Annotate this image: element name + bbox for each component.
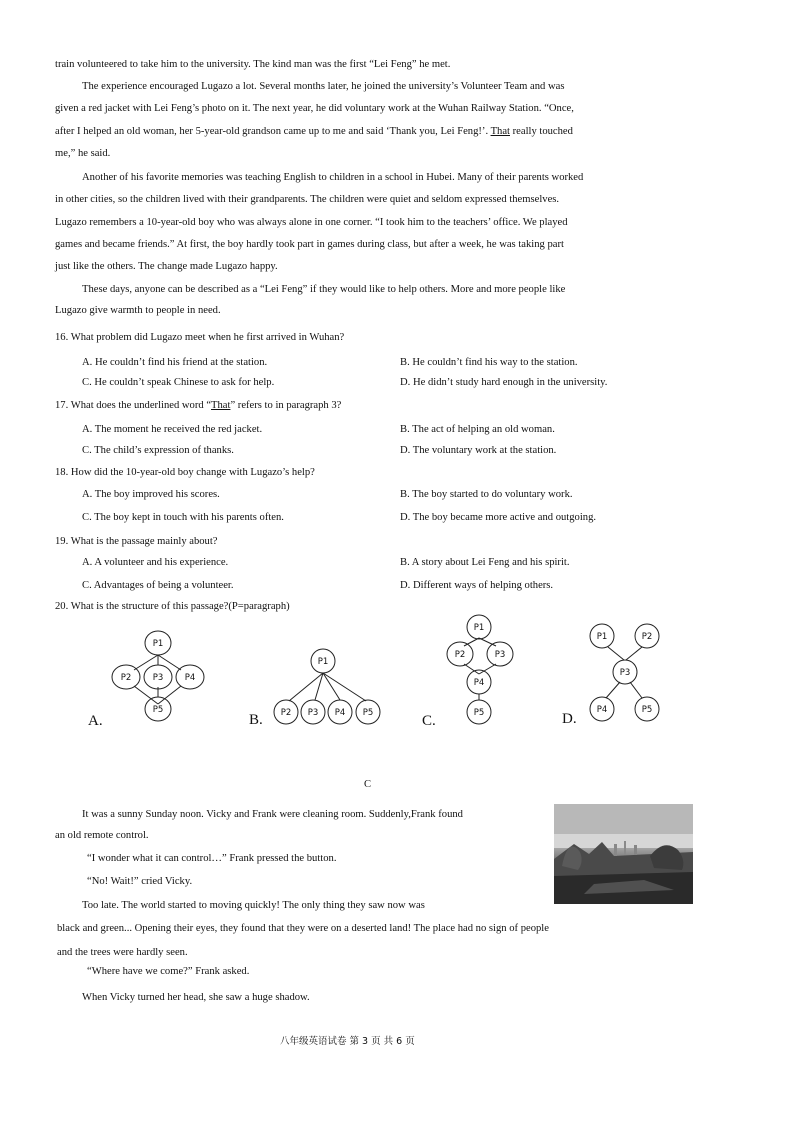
- diagram-c-node: P2: [454, 650, 466, 660]
- passage-text: really touched: [509, 126, 573, 137]
- passage-line: Lugazo remembers a 10-year-old boy who was always alone in one corner. “I took him to the teachers’ office. We played: [55, 217, 568, 228]
- q17-underlined-that: That: [211, 400, 231, 411]
- diagram-b-node: P2: [280, 708, 292, 718]
- q17-stem-text: ” refers to in paragraph 3?: [230, 400, 342, 411]
- diagram-b-node: P3: [307, 708, 319, 718]
- q19-option-c[interactable]: C. Advantages of being a volunteer.: [82, 580, 234, 591]
- passage-line: [55, 125, 573, 139]
- q20-option-a[interactable]: A.: [88, 713, 103, 729]
- q20-option-d[interactable]: D.: [562, 711, 577, 727]
- passage-line: These days, anyone can be described as a “Lei Feng” if they would like to help others. More and more people like: [82, 284, 566, 295]
- story-line: black and green... Opening their eyes, they found that they were on a deserted land! The place had no sign of people: [57, 923, 549, 934]
- q17-option-d[interactable]: D. The voluntary work at the station.: [400, 445, 557, 456]
- story-line: an old remote control.: [55, 830, 149, 841]
- passage-line: Lugazo give warmth to people in need.: [55, 305, 221, 316]
- section-c-heading: C: [364, 779, 372, 790]
- q20-option-b[interactable]: B.: [249, 712, 263, 728]
- underlined-word-that: That: [490, 126, 510, 137]
- story-line: “No! Wait!” cried Vicky.: [87, 876, 193, 887]
- diagram-a-node: P4: [184, 673, 196, 683]
- q20-option-c[interactable]: C.: [422, 713, 436, 729]
- diagram-c-node: P1: [473, 623, 485, 633]
- passage-line: me,” he said.: [55, 148, 111, 159]
- passage-line: The experience encouraged Lugazo a lot. Several months later, he joined the university’s Volunteer Team and was: [82, 81, 565, 92]
- diagram-d-node: P3: [619, 668, 631, 678]
- diagram-b-node: P5: [362, 708, 374, 718]
- q17-stem-text: 17. What does the underlined word “: [55, 400, 212, 411]
- diagram-d-node: P4: [596, 705, 608, 715]
- story-line: Too late. The world started to moving quickly! The only thing they saw now was: [82, 900, 425, 911]
- q16-option-a[interactable]: A. He couldn’t find his friend at the station.: [82, 357, 268, 368]
- q16-option-b[interactable]: B. He couldn’t find his way to the station.: [400, 357, 578, 368]
- question-16-stem: 16. What problem did Lugazo meet when he first arrived in Wuhan?: [55, 332, 345, 343]
- q19-option-d[interactable]: D. Different ways of helping others.: [400, 580, 554, 591]
- diagram-c-node: P5: [473, 708, 485, 718]
- diagram-b-node: P1: [317, 657, 329, 667]
- question-18-stem: 18. How did the 10-year-old boy change with Lugazo’s help?: [55, 467, 315, 478]
- passage-line: given a red jacket with Lei Feng’s photo on it. The next year, he did voluntary work at the Wuhan Railway Station. “Once,: [55, 103, 574, 114]
- diagram-d-node: P1: [596, 632, 608, 642]
- q17-option-a[interactable]: A. The moment he received the red jacket.: [82, 424, 263, 435]
- diagram-c-node: P3: [494, 650, 506, 660]
- story-line: “Where have we come?” Frank asked.: [87, 966, 250, 977]
- deserted-land-image: [554, 804, 693, 904]
- diagram-d-node: P2: [641, 632, 653, 642]
- story-illustration: [554, 804, 693, 904]
- question-20-stem: 20. What is the structure of this passage?(P=paragraph): [55, 601, 290, 612]
- q19-option-a[interactable]: A. A volunteer and his experience.: [82, 557, 229, 568]
- page-footer: 八年级英语试卷 第 3 页 共 6 页: [280, 1036, 415, 1047]
- story-line: “I wonder what it can control…” Frank pressed the button.: [87, 853, 337, 864]
- question-19-stem: 19. What is the passage mainly about?: [55, 536, 218, 547]
- q16-option-c[interactable]: C. He couldn’t speak Chinese to ask for help.: [82, 377, 275, 388]
- diagram-d-node: P5: [641, 705, 653, 715]
- q18-option-a[interactable]: A. The boy improved his scores.: [82, 489, 220, 500]
- story-line: When Vicky turned her head, she saw a huge shadow.: [82, 992, 310, 1003]
- q17-option-b[interactable]: B. The act of helping an old woman.: [400, 424, 555, 435]
- question-17-stem: [55, 399, 341, 413]
- q18-option-c[interactable]: C. The boy kept in touch with his parents often.: [82, 512, 284, 523]
- passage-line: in other cities, so the children lived with their grandparents. The children were quiet and seldom expressed themselves.: [55, 194, 560, 205]
- q17-option-c[interactable]: C. The child’s expression of thanks.: [82, 445, 234, 456]
- q16-option-d[interactable]: D. He didn’t study hard enough in the university.: [400, 377, 608, 388]
- q18-option-b[interactable]: B. The boy started to do voluntary work.: [400, 489, 573, 500]
- story-line: and the trees were hardly seen.: [57, 947, 188, 958]
- q18-option-d[interactable]: D. The boy became more active and outgoing.: [400, 512, 597, 523]
- q19-option-b[interactable]: B. A story about Lei Feng and his spirit.: [400, 557, 570, 568]
- diagram-a-node: P1: [152, 639, 164, 649]
- structure-diagrams: [0, 612, 793, 782]
- diagram-a-node: P2: [120, 673, 132, 683]
- diagram-b-node: P4: [334, 708, 346, 718]
- diagram-c-node: P4: [473, 678, 485, 688]
- passage-line: just like the others. The change made Lugazo happy.: [55, 261, 278, 272]
- passage-line: train volunteered to take him to the university. The kind man was the first “Lei Feng” he met.: [55, 59, 451, 70]
- passage-line: games and became friends.” At first, the boy hardly took part in games during class, but after a week, he was taking part: [55, 239, 564, 250]
- passage-text: after I helped an old woman, her 5-year-old grandson came up to me and said ‘Thank you, Lei Feng!’.: [55, 126, 491, 137]
- diagram-a-node: P3: [152, 673, 164, 683]
- passage-line: Another of his favorite memories was teaching English to children in a school in Hubei. Many of their parents worked: [82, 172, 584, 183]
- story-line: It was a sunny Sunday noon. Vicky and Frank were cleaning room. Suddenly,Frank found: [82, 809, 463, 820]
- diagram-a-node: P5: [152, 705, 164, 715]
